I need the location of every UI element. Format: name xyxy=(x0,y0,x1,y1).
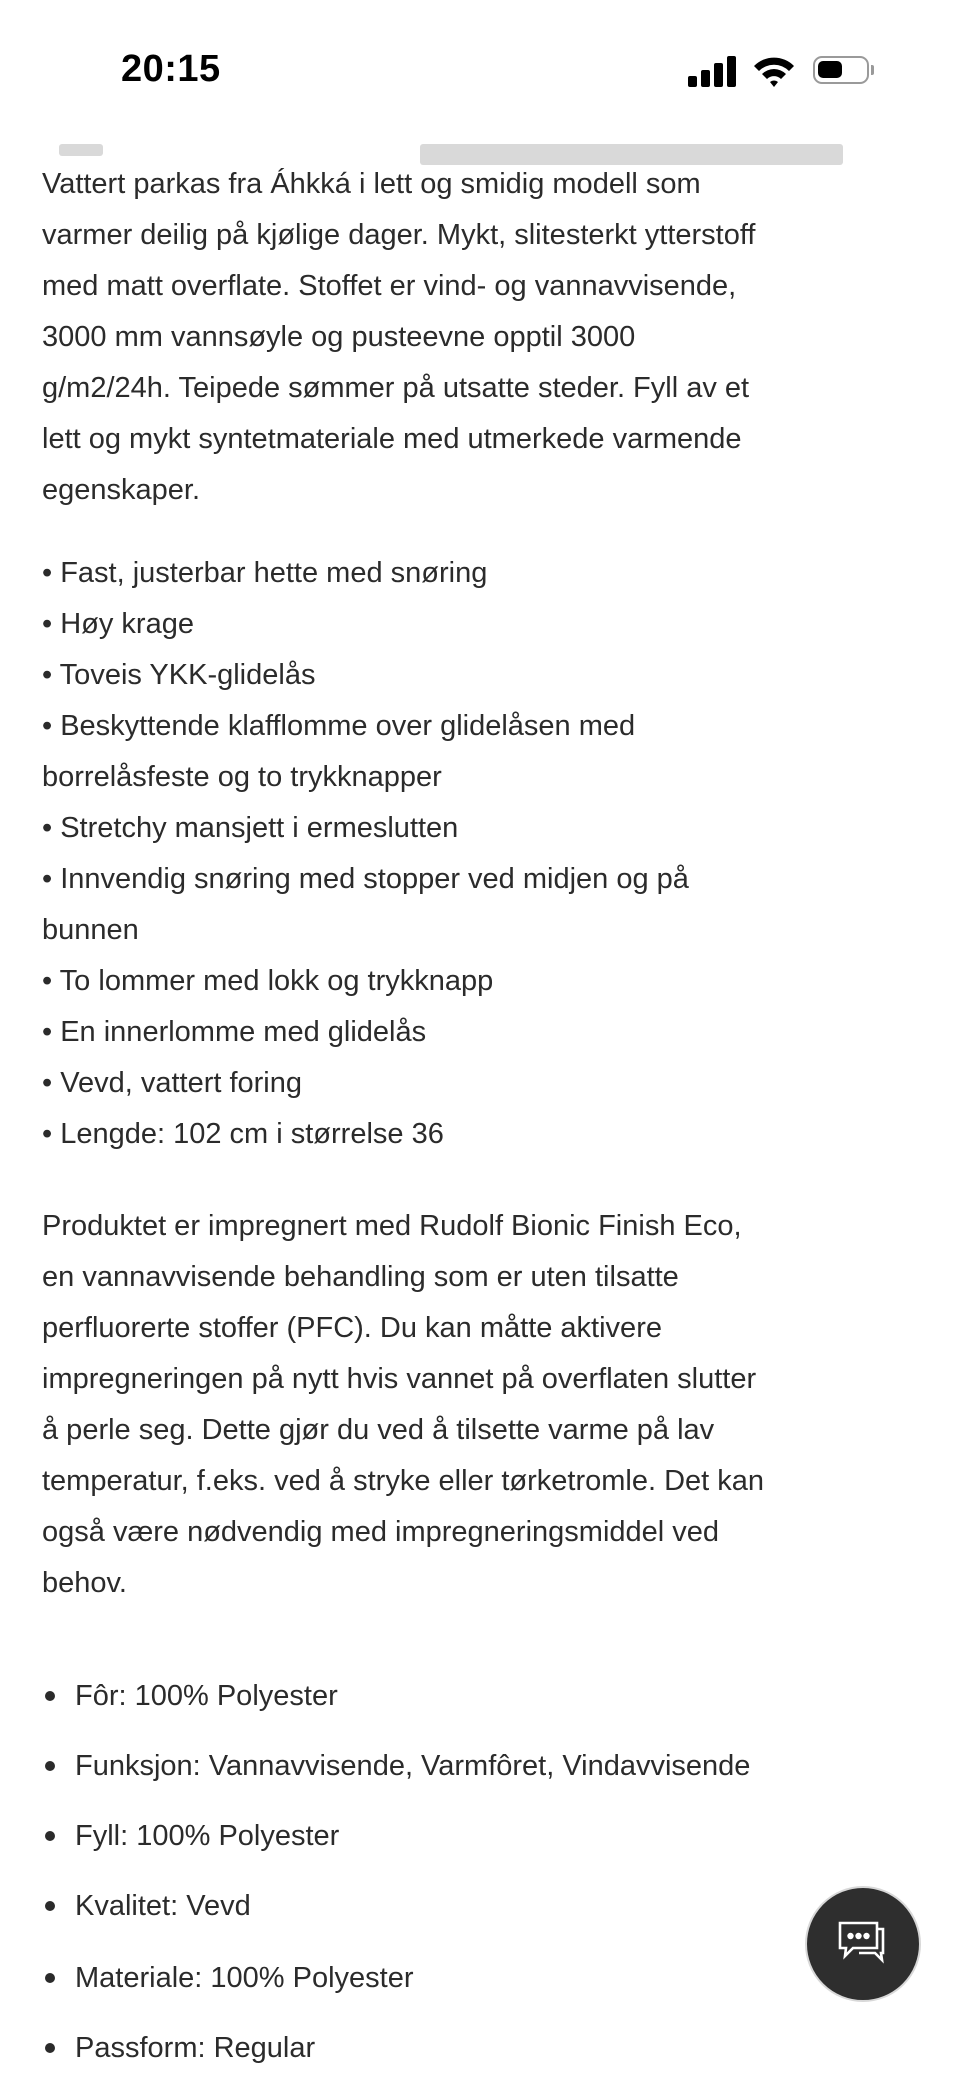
feature-item: • Innvendig snøring med stopper ved midjen og på xyxy=(42,863,689,895)
wifi-icon xyxy=(752,54,796,88)
chat-button[interactable] xyxy=(805,1886,921,2002)
spec-text: Fôr: 100% Polyester xyxy=(75,1680,338,1712)
paragraph-line: varmer deilig på kjølige dager. Mykt, slitesterkt ytterstoff xyxy=(42,219,756,251)
feature-item: • Høy krage xyxy=(42,608,194,640)
battery-icon xyxy=(813,56,869,84)
feature-item: • Lengde: 102 cm i størrelse 36 xyxy=(42,1118,444,1150)
status-time: 20:15 xyxy=(121,48,221,90)
paragraph-line: Produktet er impregnert med Rudolf Bionic Finish Eco, xyxy=(42,1210,742,1242)
feature-item: • En innerlomme med glidelås xyxy=(42,1016,427,1048)
feature-item: • Beskyttende klafflomme over glidelåsen med xyxy=(42,710,636,742)
battery-cap xyxy=(871,65,874,75)
feature-item: • Vevd, vattert foring xyxy=(42,1067,303,1099)
cellular-signal-icon xyxy=(688,55,738,87)
spec-text: Passform: Regular xyxy=(75,2032,316,2064)
loading-placeholder-wide xyxy=(420,144,843,165)
feature-item-continuation: bunnen xyxy=(42,914,139,946)
paragraph-line: også være nødvendig med impregneringsmiddel ved xyxy=(42,1516,720,1548)
battery-level xyxy=(818,61,842,78)
paragraph-line: lett og mykt syntetmateriale med utmerkede varmende xyxy=(42,423,742,455)
paragraph-line: å perle seg. Dette gjør du ved å tilsette varme på lav xyxy=(42,1414,715,1446)
paragraph-line: med matt overflate. Stoffet er vind- og vannavvisende, xyxy=(42,270,737,302)
paragraph-line: perfluorerte stoffer (PFC). Du kan måtte aktivere xyxy=(42,1312,662,1344)
paragraph-line: en vannavvisende behandling som er uten tilsatte xyxy=(42,1261,679,1293)
chat-bubbles-icon xyxy=(837,1920,889,1968)
paragraph-line: 3000 mm vannsøyle og pusteevne opptil 3000 xyxy=(42,321,636,353)
bullet-icon xyxy=(45,2043,55,2053)
paragraph-line: temperatur, f.eks. ved å stryke eller tørketromle. Det kan xyxy=(42,1465,765,1497)
bullet-icon xyxy=(45,1973,55,1983)
bullet-icon xyxy=(45,1901,55,1911)
feature-item: • Stretchy mansjett i ermeslutten xyxy=(42,812,459,844)
paragraph-line: behov. xyxy=(42,1567,127,1599)
bullet-icon xyxy=(45,1831,55,1841)
feature-item: • Toveis YKK-glidelås xyxy=(42,659,316,691)
spec-text: Funksjon: Vannavvisende, Varmfôret, Vindavvisende xyxy=(75,1750,751,1782)
paragraph-line: impregneringen på nytt hvis vannet på overflaten slutter xyxy=(42,1363,757,1395)
status-bar xyxy=(0,0,960,110)
spec-text: Kvalitet: Vevd xyxy=(75,1890,251,1922)
paragraph-line: g/m2/24h. Teipede sømmer på utsatte steder. Fyll av et xyxy=(42,372,750,404)
feature-item-continuation: borrelåsfeste og to trykknapper xyxy=(42,761,442,793)
feature-item: • To lommer med lokk og trykknapp xyxy=(42,965,494,997)
bullet-icon xyxy=(45,1691,55,1701)
loading-placeholder-small xyxy=(59,144,103,156)
spec-text: Fyll: 100% Polyester xyxy=(75,1820,340,1852)
paragraph-line: Vattert parkas fra Áhkká i lett og smidig modell som xyxy=(42,168,701,200)
spec-text: Materiale: 100% Polyester xyxy=(75,1962,414,1994)
paragraph-line: egenskaper. xyxy=(42,474,201,506)
bullet-icon xyxy=(45,1761,55,1771)
feature-item: • Fast, justerbar hette med snøring xyxy=(42,557,488,589)
